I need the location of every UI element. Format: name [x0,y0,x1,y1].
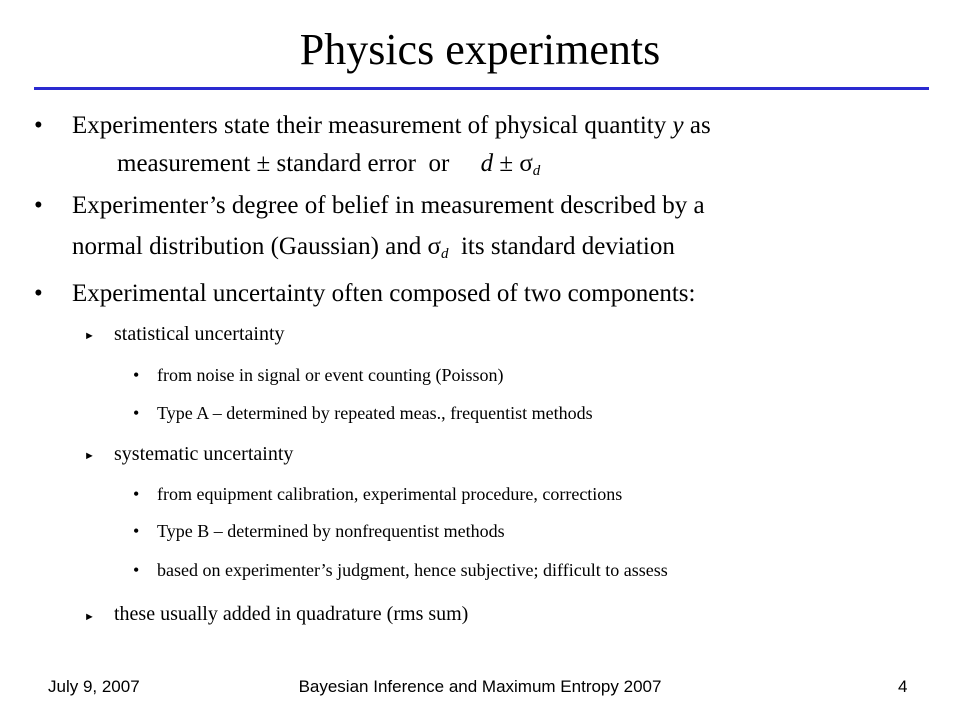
bullet-text: measurement ± standard error or [117,150,481,177]
sub-item-systematic: systematic uncertainty [114,443,294,465]
bullet-text: its standard deviation [448,233,675,260]
bullet-marker: • [133,560,140,580]
bullet-2-line-2 [72,229,675,272]
bullet-text: as [683,112,711,139]
bullet-2-line-1: Experimenter’s degree of belief in measurement described by a [72,192,705,219]
arrow-bullet-icon: ► [84,330,95,342]
variable-d: d [480,150,494,177]
bullet-3-text: Experimental uncertainty often composed of two components: [72,280,696,307]
footer-page-number: 4 [898,677,908,696]
footer-date: July 9, 2007 [48,677,140,696]
arrow-bullet-icon: ► [84,450,95,462]
subscript-d: d [532,162,541,179]
point-text: Type A – determined by repeated meas., frequentist methods [157,403,593,423]
slide-title: Physics experiments [299,25,661,74]
point-text: Type B – determined by nonfrequentist methods [157,521,505,541]
bullet-marker: • [133,521,140,541]
bullet-marker: • [133,403,140,423]
point-text: based on experimenter’s judgment, hence subjective; difficult to assess [157,560,668,580]
point-text: from noise in signal or event counting (Poisson) [157,365,504,385]
sub-item-quadrature: these usually added in quadrature (rms sum) [114,603,469,625]
point-text: from equipment calibration, experimental procedure, corrections [157,484,623,504]
sub-item-statistical: statistical uncertainty [114,323,285,345]
bullet-marker: • [34,112,43,139]
bullet-marker: • [34,280,43,307]
variable-y: y [672,112,684,139]
bullet-marker: • [133,365,140,385]
bullet-marker: • [133,484,140,504]
bullet-text: Experimenters state their measurement of physical quantity [72,112,673,139]
footer-event: Bayesian Inference and Maximum Entropy 2007 [298,677,662,696]
bullet-text: ± σ [493,150,533,177]
subscript-d: d [440,245,449,262]
arrow-bullet-icon: ► [84,611,95,623]
bullet-1-line-1 [72,108,711,144]
bullet-text: normal distribution (Gaussian) and σ [72,233,441,260]
bullet-marker: • [34,192,43,219]
bullet-1-line-2 [117,146,540,189]
title-underline [34,87,929,90]
